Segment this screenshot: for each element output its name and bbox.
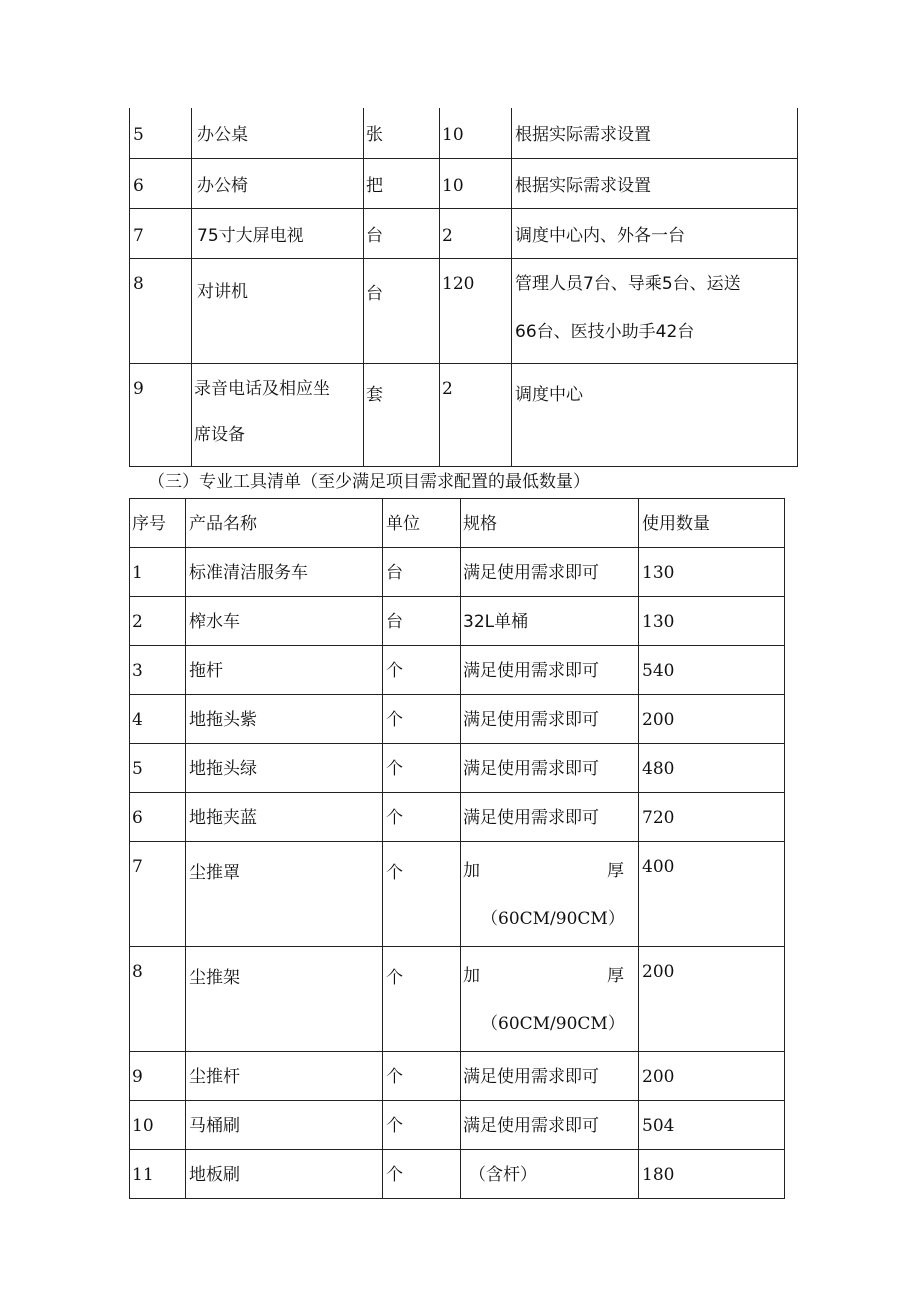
product-quantity: 130: [639, 597, 785, 646]
product-unit: 个: [383, 744, 461, 793]
item-note: 根据实际需求设置: [512, 108, 798, 158]
product-unit: 台: [383, 548, 461, 597]
table-row: [130, 793, 785, 842]
header-cell: 产品名称: [186, 499, 383, 548]
item-note-line: 66台、医技小助手42台: [515, 321, 695, 342]
product-quantity: 504: [639, 1101, 785, 1150]
product-quantity: 200: [639, 695, 785, 744]
header-cell: 单位: [383, 499, 461, 548]
product-spec: 满足使用需求即可: [461, 695, 639, 744]
product-unit: 个: [383, 695, 461, 744]
product-unit: 个: [383, 1101, 461, 1150]
table-row: [130, 842, 785, 947]
header-cell: 使用数量: [639, 499, 785, 548]
item-note: 根据实际需求设置: [512, 158, 798, 208]
product-spec-part: 加: [463, 861, 480, 881]
product-spec: （含杆）: [461, 1150, 639, 1199]
product-name: 地板刷: [186, 1150, 383, 1199]
product-spec: 满足使用需求即可: [461, 1101, 639, 1150]
row-number: 1: [130, 548, 186, 597]
product-spec-part: （60CM/90CM）: [481, 1014, 625, 1034]
product-spec: [461, 842, 639, 947]
row-number: 4: [130, 695, 186, 744]
item-unit: 套: [364, 363, 440, 466]
table-row: [130, 695, 785, 744]
product-spec-part: 厚: [607, 861, 624, 881]
item-unit: 台: [364, 258, 440, 363]
product-unit: 个: [383, 1150, 461, 1199]
table-row: [130, 1052, 785, 1101]
item-name: 对讲机: [192, 258, 364, 363]
product-spec: 满足使用需求即可: [461, 793, 639, 842]
row-number: 7: [130, 208, 192, 258]
item-quantity: 2: [440, 363, 512, 466]
product-name: 地拖头绿: [186, 744, 383, 793]
row-number: 9: [130, 363, 192, 466]
equipment-table: [129, 108, 798, 467]
product-unit: 个: [383, 842, 461, 947]
product-quantity: 180: [639, 1150, 785, 1199]
table-row: [130, 1101, 785, 1150]
product-unit: 个: [383, 646, 461, 695]
table-row: [130, 646, 785, 695]
tool-table: [129, 498, 785, 1199]
item-note: [512, 258, 798, 363]
row-number: 6: [130, 158, 192, 208]
product-name: 榨水车: [186, 597, 383, 646]
table-row: [130, 597, 785, 646]
product-name: 尘推罩: [186, 842, 383, 947]
table-row: [130, 158, 798, 208]
row-number: 7: [130, 842, 186, 947]
product-unit: 台: [383, 597, 461, 646]
item-name: 75寸大屏电视: [192, 208, 364, 258]
row-number: 11: [130, 1150, 186, 1199]
table-row: [130, 363, 798, 466]
item-unit: 张: [364, 108, 440, 158]
product-name: 地拖夹蓝: [186, 793, 383, 842]
row-number: 2: [130, 597, 186, 646]
row-number: 5: [130, 108, 192, 158]
table-header-row: [130, 499, 785, 548]
product-name: 拖杆: [186, 646, 383, 695]
item-name: 办公桌: [192, 108, 364, 158]
header-cell: 序号: [130, 499, 186, 548]
product-spec-part: 厚: [607, 966, 624, 986]
product-unit: 个: [383, 947, 461, 1052]
product-quantity: 480: [639, 744, 785, 793]
row-number: 3: [130, 646, 186, 695]
table-row: [130, 108, 798, 158]
item-quantity: 10: [440, 158, 512, 208]
item-quantity: 120: [440, 258, 512, 363]
item-name-line: 录音电话及相应坐: [194, 378, 330, 399]
item-note: 调度中心: [512, 363, 798, 466]
product-name: 标准清洁服务车: [186, 548, 383, 597]
product-spec-part: 加: [463, 966, 480, 986]
row-number: 8: [130, 258, 192, 363]
item-quantity: 2: [440, 208, 512, 258]
product-quantity: 130: [639, 548, 785, 597]
product-spec: [461, 947, 639, 1052]
product-quantity: 200: [639, 947, 785, 1052]
item-note-line: 管理人员7台、导乘5台、运送: [515, 273, 741, 294]
row-number: 6: [130, 793, 186, 842]
product-name: 马桶刷: [186, 1101, 383, 1150]
product-quantity: 720: [639, 793, 785, 842]
product-spec: 32L单桶: [461, 597, 639, 646]
product-name: 尘推杆: [186, 1052, 383, 1101]
product-unit: 个: [383, 793, 461, 842]
table-row: [130, 947, 785, 1052]
product-spec: 满足使用需求即可: [461, 548, 639, 597]
table-row: [130, 208, 798, 258]
row-number: 9: [130, 1052, 186, 1101]
table-row: [130, 1150, 785, 1199]
item-name-line: 席设备: [194, 424, 245, 445]
item-name: [192, 363, 364, 466]
product-name: 尘推架: [186, 947, 383, 1052]
product-quantity: 400: [639, 842, 785, 947]
product-quantity: 540: [639, 646, 785, 695]
row-number: 10: [130, 1101, 186, 1150]
product-spec: 满足使用需求即可: [461, 646, 639, 695]
product-spec: 满足使用需求即可: [461, 744, 639, 793]
product-spec-part: （60CM/90CM）: [481, 909, 625, 929]
item-quantity: 10: [440, 108, 512, 158]
table-row: [130, 744, 785, 793]
product-name: 地拖头紫: [186, 695, 383, 744]
item-note: 调度中心内、外各一台: [512, 208, 798, 258]
header-cell: 规格: [461, 499, 639, 548]
product-unit: 个: [383, 1052, 461, 1101]
row-number: 5: [130, 744, 186, 793]
product-quantity: 200: [639, 1052, 785, 1101]
section-heading: （三）专业工具清单（至少满足项目需求配置的最低数量）: [148, 472, 590, 492]
item-unit: 把: [364, 158, 440, 208]
row-number: 8: [130, 947, 186, 1052]
item-name: 办公椅: [192, 158, 364, 208]
table-row: [130, 548, 785, 597]
item-unit: 台: [364, 208, 440, 258]
product-spec: 满足使用需求即可: [461, 1052, 639, 1101]
table-row: [130, 258, 798, 363]
